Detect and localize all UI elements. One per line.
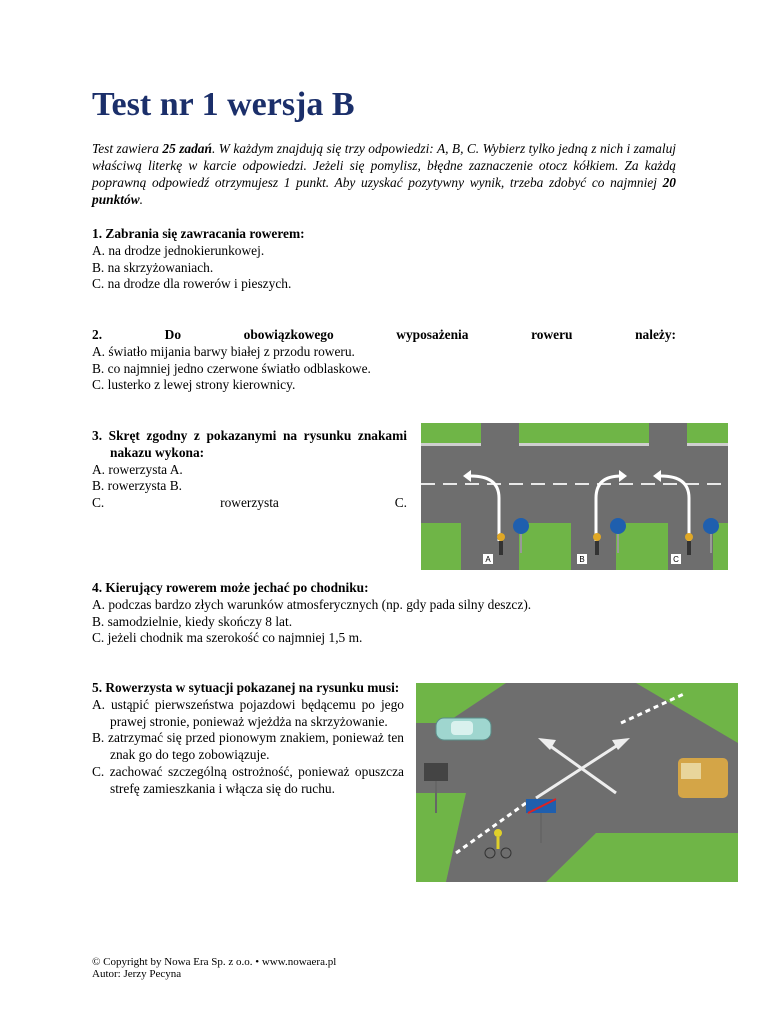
question-1-title: 1. Zabrania się zawracania rowerem: [92,226,305,241]
question-4-title: 4. Kierujący rowerem może jechać po chodniku: [92,580,369,595]
question-2 [92,327,676,394]
question-3-title: 3. Skręt zgodny z pokazanymi na rysunku znakami nakazu wykona: [92,428,407,460]
crossroad-cyclist-illustration [416,683,738,882]
answer-3b[interactable]: B. rowerzysta B. [92,478,182,494]
question-2-title: 2. Do obowiązkowego wyposażenia roweru należy: [92,327,676,342]
answer-2a[interactable]: A. światło mijania barwy białej z przodu roweru. [92,343,355,359]
answer-4c[interactable]: C. jeżeli chodnik ma szerokość co najmniej 1,5 m. [92,630,363,646]
answer-5c[interactable]: C. zachować szczególną ostrożność, ponieważ opuszcza strefę zamieszkania i włącza się do ruchu. [92,763,404,796]
question-5-title: 5. Rowerzysta w sytuacji pokazanej na rysunku musi: [92,680,400,695]
answer-3a[interactable]: A. rowerzysta A. [92,461,183,477]
instructions [92,140,676,208]
page-title: Test nr 1 wersja B [92,86,355,123]
intro-text-3: . [139,192,143,207]
footer [92,956,336,980]
question-4 [92,580,676,647]
question-1 [92,226,676,293]
intro-text-2: . W każdym znajdują się trzy odpowiedzi: A, B, C. Wybierz tylko jedną z nich i zamaluj właściwą literkę w karcie odpowiedzi. Jeżeli się pomylisz, błędne zaznaczenie otocz kółkiem. Za każdą poprawną odpowiedź otrzymujesz 1 punkt. Aby uzyskać pozytywny wynik, trzeba zdobyć co najmniej [92,141,677,190]
answer-2c[interactable]: C. lusterko z lewej strony kierownicy. [92,377,296,393]
answer-2b[interactable]: B. co najmniej jedno czerwone światło odblaskowe. [92,360,371,376]
copyright: © Copyright by Nowa Era Sp. z o.o. • www.nowaera.pl [92,956,337,968]
intersection-signs-illustration [421,423,728,570]
cyclist-a-label: A [485,555,491,564]
answer-1c[interactable]: C. na drodze dla rowerów i pieszych. [92,276,292,292]
intro-text-1: Test zawiera [92,141,163,156]
question-5 [92,680,404,798]
answer-1a[interactable]: A. na drodze jednokierunkowej. [92,242,265,258]
answer-5b[interactable]: B. zatrzymać się przed pionowym znakiem, ponieważ ten znak go do tego zobowiązuje. [92,730,404,763]
answer-4b[interactable]: B. samodzielnie, kiedy skończy 8 lat. [92,613,293,629]
answer-4a[interactable]: A. podczas bardzo złych warunków atmosferycznych (np. gdy pada silny deszcz). [92,596,532,612]
question-3 [92,428,407,512]
answer-3c[interactable]: C. rowerzysta C. [92,495,407,511]
author: Autor: Jerzy Pecyna [92,968,182,980]
answer-5a[interactable]: A. ustąpić pierwszeństwa pojazdowi będącemu po jego prawej stronie, ponieważ wjeżdża na skrzyżowanie. [92,696,404,729]
cyclist-c-label: C [673,555,679,564]
required-points: 20 punktów [92,175,676,207]
answer-1b[interactable]: B. na skrzyżowaniach. [92,259,214,275]
task-count: 25 zadań [162,141,212,156]
cyclist-b-label: B [579,555,585,564]
